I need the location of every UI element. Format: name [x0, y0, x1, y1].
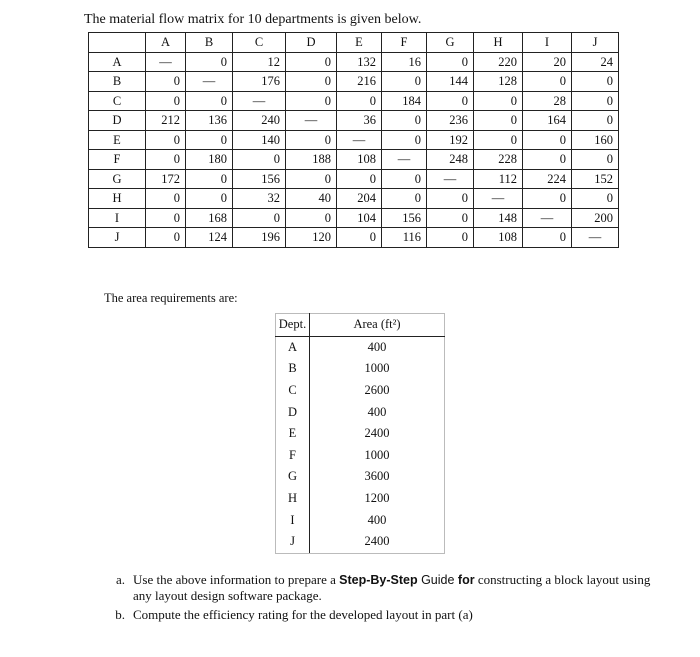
area-table-header-row — [276, 314, 445, 337]
flow-matrix-row — [89, 189, 619, 209]
flow-cell: 0 — [427, 189, 474, 209]
flow-cell: 164 — [523, 111, 572, 131]
row-header: B — [89, 72, 146, 92]
flow-cell: 0 — [382, 169, 427, 189]
flow-cell: 124 — [186, 228, 233, 248]
column-header: I — [523, 33, 572, 53]
flow-cell: — — [474, 189, 523, 209]
flow-cell: 228 — [474, 150, 523, 170]
question-a — [100, 572, 660, 603]
area-value-cell: 1000 — [310, 445, 445, 467]
flow-cell: 220 — [474, 52, 523, 72]
area-row — [276, 380, 445, 402]
question-b — [100, 607, 660, 622]
flow-cell: 216 — [337, 72, 382, 92]
flow-cell: 0 — [382, 111, 427, 131]
area-row — [276, 336, 445, 358]
flow-cell: 0 — [286, 52, 337, 72]
flow-cell: 136 — [186, 111, 233, 131]
flow-cell: 0 — [523, 130, 572, 150]
flow-cell: 120 — [286, 228, 337, 248]
column-header: B — [186, 33, 233, 53]
flow-cell: 0 — [474, 130, 523, 150]
flow-cell: 0 — [146, 228, 186, 248]
flow-cell: 0 — [186, 52, 233, 72]
question-list — [100, 572, 660, 626]
row-header: E — [89, 130, 146, 150]
flow-cell: 156 — [233, 169, 286, 189]
column-header: A — [146, 33, 186, 53]
flow-cell: 0 — [427, 208, 474, 228]
flow-cell: 156 — [382, 208, 427, 228]
flow-cell: — — [186, 72, 233, 92]
flow-cell: 0 — [382, 130, 427, 150]
flow-cell: 0 — [382, 72, 427, 92]
area-value-cell: 400 — [310, 509, 445, 531]
flow-cell: 180 — [186, 150, 233, 170]
flow-cell: 0 — [146, 91, 186, 111]
flow-cell: 0 — [146, 150, 186, 170]
area-dept-cell: F — [276, 445, 310, 467]
area-value-cell: 400 — [310, 336, 445, 358]
area-row — [276, 445, 445, 467]
flow-cell: 28 — [523, 91, 572, 111]
flow-cell: 224 — [523, 169, 572, 189]
flow-cell: 0 — [523, 189, 572, 209]
flow-cell: 112 — [474, 169, 523, 189]
question-b-label: b. — [115, 607, 125, 622]
flow-cell: — — [286, 111, 337, 131]
area-requirements-label: The area requirements are: — [104, 291, 238, 305]
flow-cell: 184 — [382, 91, 427, 111]
problem-intro: The material flow matrix for 10 departments is given below. — [84, 12, 422, 27]
flow-cell: 0 — [474, 111, 523, 131]
area-row — [276, 358, 445, 380]
flow-cell: 0 — [523, 150, 572, 170]
flow-cell: 36 — [337, 111, 382, 131]
flow-cell: 24 — [572, 52, 619, 72]
flow-cell: 0 — [286, 130, 337, 150]
flow-matrix-row — [89, 91, 619, 111]
column-header: C — [233, 33, 286, 53]
flow-cell: 132 — [337, 52, 382, 72]
flow-cell: 0 — [427, 91, 474, 111]
flow-cell: 248 — [427, 150, 474, 170]
area-row — [276, 401, 445, 423]
area-dept-cell: A — [276, 336, 310, 358]
flow-matrix-row — [89, 150, 619, 170]
flow-cell: — — [146, 52, 186, 72]
flow-cell: — — [337, 130, 382, 150]
area-row — [276, 423, 445, 445]
area-value-cell: 3600 — [310, 466, 445, 488]
flow-matrix-row — [89, 111, 619, 131]
flow-cell: 20 — [523, 52, 572, 72]
question-a-emphasis-step-by-step: Step-By-Step — [339, 573, 418, 587]
row-header: J — [89, 228, 146, 248]
flow-cell: — — [523, 208, 572, 228]
flow-matrix-row — [89, 228, 619, 248]
flow-cell: — — [382, 150, 427, 170]
flow-cell: 200 — [572, 208, 619, 228]
flow-cell: 192 — [427, 130, 474, 150]
flow-cell: 160 — [572, 130, 619, 150]
flow-cell: 0 — [572, 150, 619, 170]
flow-cell: 0 — [572, 111, 619, 131]
flow-cell: 0 — [286, 91, 337, 111]
area-dept-cell: I — [276, 509, 310, 531]
row-header: A — [89, 52, 146, 72]
flow-cell: 0 — [427, 52, 474, 72]
flow-cell: 0 — [572, 189, 619, 209]
flow-cell: 0 — [286, 72, 337, 92]
flow-cell: 16 — [382, 52, 427, 72]
question-a-part5: constructing a block layout using any layout design software package. — [133, 572, 651, 603]
row-header: F — [89, 150, 146, 170]
area-row — [276, 509, 445, 531]
flow-matrix-row — [89, 169, 619, 189]
flow-matrix-row — [89, 72, 619, 92]
flow-cell: 240 — [233, 111, 286, 131]
flow-cell: 128 — [474, 72, 523, 92]
row-header: G — [89, 169, 146, 189]
question-a-text — [133, 572, 660, 603]
flow-cell: 212 — [146, 111, 186, 131]
flow-cell: 0 — [523, 72, 572, 92]
column-header: G — [427, 33, 474, 53]
flow-cell: 196 — [233, 228, 286, 248]
flow-cell: 168 — [186, 208, 233, 228]
column-header: E — [337, 33, 382, 53]
flow-cell: 144 — [427, 72, 474, 92]
question-a-guide: Guide — [417, 573, 458, 587]
row-header: H — [89, 189, 146, 209]
area-requirements-table — [275, 313, 445, 554]
flow-cell: 0 — [427, 228, 474, 248]
question-a-label: a. — [115, 572, 125, 587]
flow-cell: 176 — [233, 72, 286, 92]
flow-cell: 188 — [286, 150, 337, 170]
flow-cell: 12 — [233, 52, 286, 72]
row-header: I — [89, 208, 146, 228]
area-dept-cell: E — [276, 423, 310, 445]
flow-cell: 152 — [572, 169, 619, 189]
flow-cell: 204 — [337, 189, 382, 209]
column-header: J — [572, 33, 619, 53]
flow-cell: 0 — [382, 189, 427, 209]
flow-cell: 108 — [474, 228, 523, 248]
flow-matrix-table — [88, 32, 619, 248]
flow-matrix-row — [89, 208, 619, 228]
flow-cell: 0 — [146, 72, 186, 92]
column-header: D — [286, 33, 337, 53]
question-b-text: Compute the efficiency rating for the developed layout in part (a) — [133, 607, 473, 622]
row-header: C — [89, 91, 146, 111]
flow-cell: 140 — [233, 130, 286, 150]
question-a-emphasis-for: for — [457, 573, 475, 587]
flow-cell: 0 — [186, 91, 233, 111]
flow-matrix-header-row — [89, 33, 619, 53]
area-header: Area (ft²) — [310, 314, 445, 337]
column-header: H — [474, 33, 523, 53]
area-row — [276, 531, 445, 553]
area-dept-cell: J — [276, 531, 310, 553]
flow-cell: — — [233, 91, 286, 111]
area-value-cell: 2600 — [310, 380, 445, 402]
area-dept-cell: D — [276, 401, 310, 423]
question-a-part1: Use the above information to prepare a — [133, 572, 340, 587]
area-value-cell: 1200 — [310, 488, 445, 510]
flow-cell: 104 — [337, 208, 382, 228]
flow-cell: 0 — [337, 91, 382, 111]
flow-cell: 0 — [146, 208, 186, 228]
flow-cell: — — [572, 228, 619, 248]
flow-cell: 40 — [286, 189, 337, 209]
flow-matrix-row — [89, 130, 619, 150]
flow-cell: 0 — [186, 130, 233, 150]
area-dept-cell: H — [276, 488, 310, 510]
flow-cell: 0 — [146, 189, 186, 209]
flow-cell: 236 — [427, 111, 474, 131]
dept-header: Dept. — [276, 314, 310, 337]
area-row — [276, 466, 445, 488]
flow-cell: 108 — [337, 150, 382, 170]
flow-cell: 0 — [572, 72, 619, 92]
flow-cell: 0 — [572, 91, 619, 111]
flow-cell: 0 — [474, 91, 523, 111]
flow-cell: 0 — [286, 208, 337, 228]
flow-cell: — — [427, 169, 474, 189]
flow-cell: 0 — [523, 228, 572, 248]
area-value-cell: 400 — [310, 401, 445, 423]
flow-cell: 0 — [186, 189, 233, 209]
flow-cell: 172 — [146, 169, 186, 189]
flow-matrix-corner — [89, 33, 146, 53]
area-dept-cell: B — [276, 358, 310, 380]
flow-cell: 148 — [474, 208, 523, 228]
flow-cell: 0 — [337, 228, 382, 248]
area-value-cell: 1000 — [310, 358, 445, 380]
area-row — [276, 488, 445, 510]
row-header: D — [89, 111, 146, 131]
area-value-cell: 2400 — [310, 423, 445, 445]
flow-cell: 0 — [233, 150, 286, 170]
flow-cell: 32 — [233, 189, 286, 209]
flow-cell: 0 — [286, 169, 337, 189]
flow-matrix-row — [89, 52, 619, 72]
area-dept-cell: C — [276, 380, 310, 402]
area-dept-cell: G — [276, 466, 310, 488]
flow-cell: 0 — [186, 169, 233, 189]
flow-cell: 0 — [337, 169, 382, 189]
flow-cell: 116 — [382, 228, 427, 248]
flow-cell: 0 — [233, 208, 286, 228]
flow-cell: 0 — [146, 130, 186, 150]
area-value-cell: 2400 — [310, 531, 445, 553]
column-header: F — [382, 33, 427, 53]
